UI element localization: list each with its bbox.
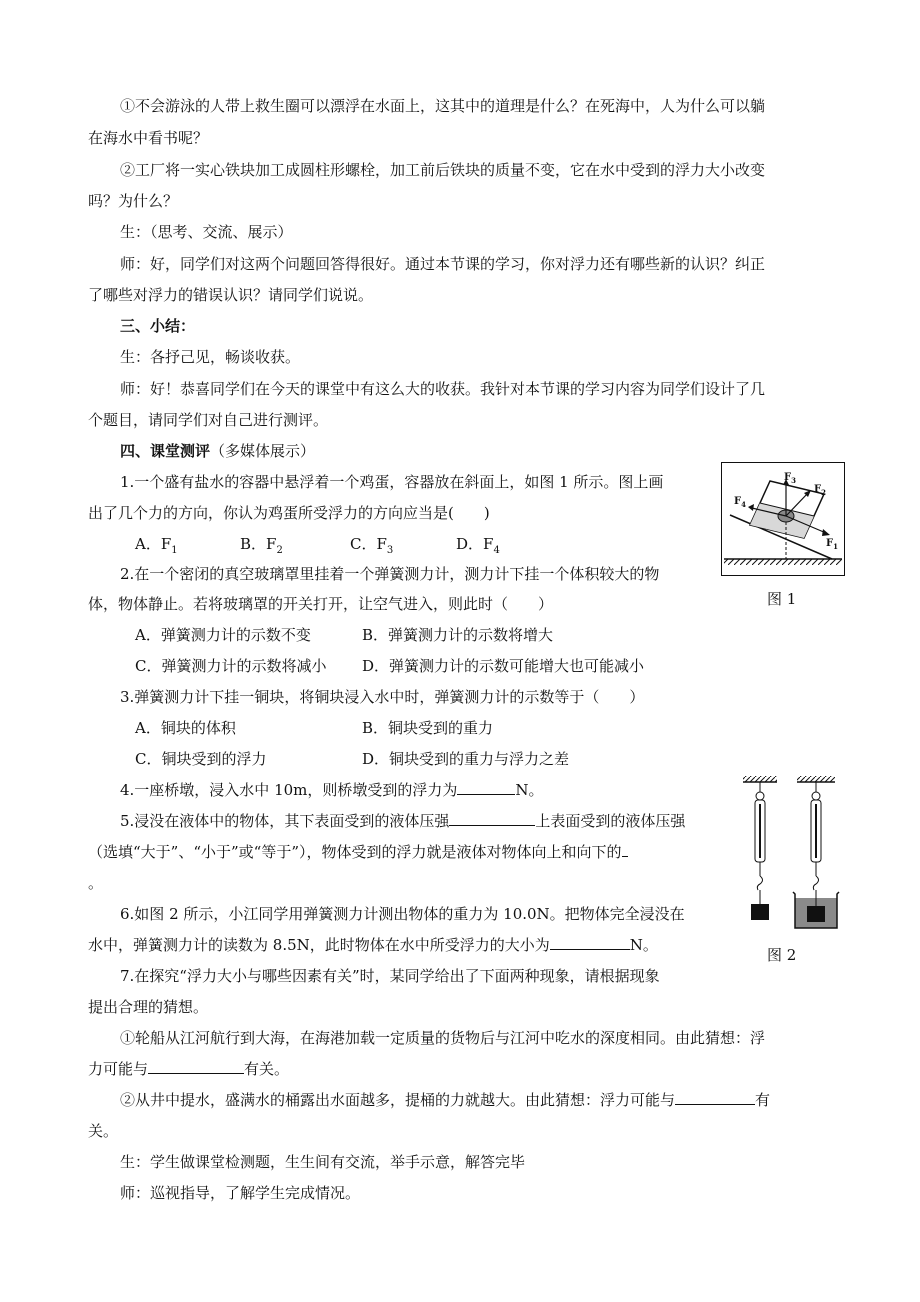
- section4-student: 生：学生做课堂检测题，生生间有交流，举手示意，解答完毕: [120, 1153, 526, 1171]
- left-ceiling-hatch: [743, 776, 777, 782]
- problem3-option-b: B．铜块受到的重力: [362, 719, 494, 737]
- q1-line2: 在海水中看书呢？: [88, 129, 209, 147]
- section4-teacher: 师：巡视指导，了解学生完成情况。: [120, 1184, 361, 1202]
- student-response-1: 生：（思考、交流、展示）: [120, 223, 293, 241]
- figure1-caption: 图 1: [767, 590, 797, 608]
- problem4-line: 4.一座桥墩，浸入水中 10m，则桥墩受到的浮力为 N。: [120, 781, 544, 799]
- left-ring: [756, 792, 764, 800]
- problem3-option-c: C．铜块受到的浮力: [135, 750, 267, 768]
- problem3-line: 3.弹簧测力计下挂一铜块，将铜块浸入水中时，弹簧测力计的示数等于（ ）: [120, 688, 645, 706]
- right-ceiling-hatch: [797, 776, 835, 782]
- problem5-blank1[interactable]: [449, 811, 535, 826]
- problem2-option-c: C．弹簧测力计的示数将减小: [135, 657, 327, 675]
- figure2-diagram: [740, 772, 840, 932]
- problem7b-line1: ②从井中提水，盛满水的桶露出水面越多，提桶的力就越大。由此猜想：浮力可能与 有: [120, 1091, 771, 1109]
- force-f1-head: [822, 529, 830, 536]
- problem6-line1: 6.如图 2 所示，小江同学用弹簧测力计测出物体的重力为 10.0N。把物体完全浸没在: [120, 905, 685, 923]
- problem7a-line2: 力可能与 有关。: [88, 1060, 290, 1078]
- problem2-line2: 体，物体静止。若将玻璃罩的开关打开，让空气进入，则此时（ ）: [88, 595, 554, 613]
- section3-teacher-line1: 师：好！恭喜同学们在今天的课堂中有这么大的收获。我针对本节课的学习内容为同学们设计了几: [120, 380, 766, 398]
- problem2-option-a: A．弹簧测力计的示数不变: [135, 626, 311, 644]
- left-weight: [751, 904, 769, 920]
- problem1-option-b: B．$F_2$: [240, 535, 283, 556]
- problem5-blank2[interactable]: [622, 842, 628, 857]
- problem5-line3: 。: [88, 874, 104, 892]
- problem7b-line2: 关。: [88, 1122, 119, 1140]
- problem4-blank[interactable]: [457, 780, 515, 795]
- section3-student: 生：各抒己见，畅谈收获。: [120, 348, 301, 366]
- problem7-line1: 7.在探究“浮力大小与哪些因素有关”时，某同学给出了下面两种现象，请根据现象: [120, 967, 660, 985]
- problem6-blank[interactable]: [550, 935, 630, 950]
- label-f4: $F_4$: [734, 496, 746, 509]
- problem1-option-a: A．$F_1$: [135, 535, 178, 556]
- teacher-line-1a: 师：好，同学们对这两个问题回答得很好。通过本节课的学习，你对浮力还有哪些新的认识？纠正: [120, 255, 766, 273]
- problem3-option-a: A．铜块的体积: [135, 719, 236, 737]
- incline-diagram: [722, 463, 844, 575]
- q1-line1: ①不会游泳的人带上救生圈可以漂浮在水面上，这其中的道理是什么？在死海中，人为什么可以躺: [120, 97, 766, 115]
- problem3-option-d: D．铜块受到的重力与浮力之差: [362, 750, 570, 768]
- problem2-option-d: D．弹簧测力计的示数可能增大也可能减小: [362, 657, 645, 675]
- problem1-option-c: C．$F_3$: [350, 535, 394, 556]
- force-f4-head: [748, 504, 754, 511]
- figure2-caption: 图 2: [767, 946, 797, 964]
- section3-teacher-line2: 个题目，请同学们对自己进行测评。: [88, 411, 329, 429]
- left-hook: [757, 876, 762, 890]
- label-f2: $F_2$: [814, 484, 826, 497]
- problem7a-blank[interactable]: [148, 1059, 244, 1074]
- spring-scales-diagram: [740, 772, 840, 932]
- label-f1: $F_1$: [826, 538, 838, 551]
- label-f3: $F_3$: [784, 472, 796, 485]
- q2-line1: ②工厂将一实心铁块加工成圆柱形螺栓，加工前后铁块的质量不变，它在水中受到的浮力大小改变: [120, 161, 766, 179]
- problem2-option-b: B．弹簧测力计的示数将增大: [362, 626, 554, 644]
- figure1-diagram: [721, 462, 845, 576]
- ground-hatch: [724, 559, 842, 565]
- q2-line2: 吗？为什么？: [88, 192, 179, 210]
- problem2-line1: 2.在一个密闭的真空玻璃罩里挂着一个弹簧测力计，测力计下挂一个体积较大的物: [120, 565, 660, 583]
- section4-heading: 四、课堂测评: [120, 442, 211, 460]
- section4-heading-note: （多媒体展示）: [210, 442, 316, 460]
- problem6-line2: 水中，弹簧测力计的读数为 8.5N，此时物体在水中所受浮力的大小为 N。: [88, 936, 658, 954]
- right-ring: [812, 792, 820, 800]
- problem1-line1: 1.一个盛有盐水的容器中悬浮着一个鸡蛋，容器放在斜面上，如图 1 所示。图上画: [120, 473, 664, 491]
- problem7b-blank[interactable]: [675, 1090, 755, 1105]
- teacher-line-1b: 了哪些对浮力的错误认识？请同学们说说。: [88, 286, 374, 304]
- problem7a-line1: ①轮船从江河航行到大海，在海港加载一定质量的货物后与江河中吃水的深度相同。由此猜想：浮: [120, 1029, 766, 1047]
- problem7-line2: 提出合理的猜想。: [88, 998, 209, 1016]
- right-weight: [807, 906, 825, 922]
- section4-heading-row: [120, 441, 315, 461]
- right-hook: [813, 876, 818, 890]
- section3-heading: 三、小结：: [120, 317, 196, 335]
- problem5-line1: 5.浸没在液体中的物体，其下表面受到的液体压强 上表面受到的液体压强: [120, 812, 686, 830]
- problem5-line2: （选填“大于”、“小于”或“等于”），物体受到的浮力就是液体对物体向上和向下的: [88, 842, 628, 862]
- problem1-line2: 出了几个力的方向，你认为鸡蛋所受浮力的方向应当是( ): [88, 504, 490, 522]
- problem1-option-d: D．$F_4$: [456, 535, 500, 556]
